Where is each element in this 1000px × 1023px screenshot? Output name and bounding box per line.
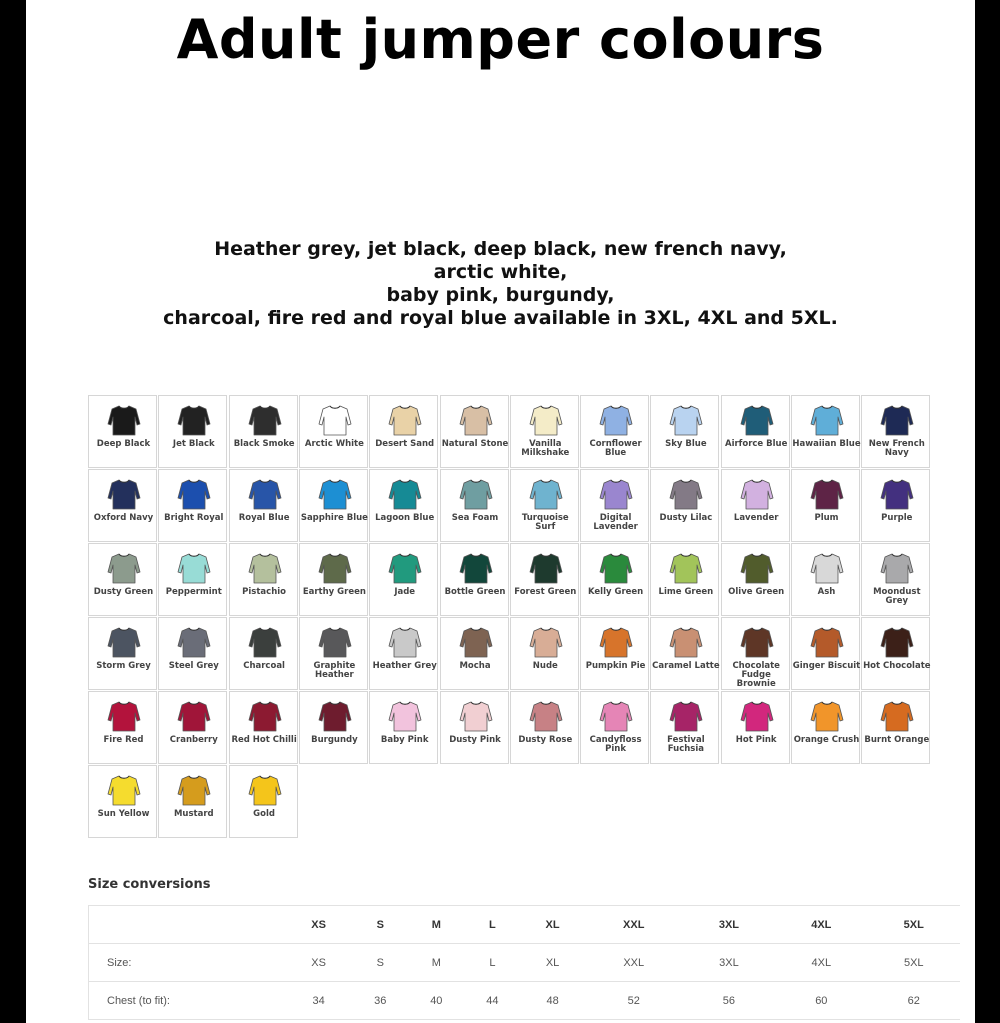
jumper-icon [106, 550, 142, 586]
size-header: XXL [585, 906, 683, 944]
jumper-icon [739, 402, 775, 438]
colour-name: Digital Lavender [593, 513, 638, 532]
table-cell: 40 [408, 982, 464, 1020]
colour-swatch [158, 691, 227, 764]
colour-name: Dusty Lilac [659, 513, 713, 523]
colour-name: Storm Grey [96, 661, 151, 671]
colour-name: Burnt Orange [864, 735, 930, 745]
table-cell: XS [285, 944, 352, 982]
jumper-icon [879, 402, 915, 438]
colour-name: Caramel Latte [652, 661, 720, 671]
jumper-icon [598, 402, 634, 438]
row-label: Chest (to fit): [89, 982, 286, 1020]
colour-swatch [721, 395, 790, 468]
jumper-icon [176, 624, 212, 660]
colour-swatch [229, 765, 298, 838]
colour-swatch [791, 395, 860, 468]
colour-swatch [580, 469, 649, 542]
jumper-icon [879, 624, 915, 660]
jumper-icon [879, 550, 915, 586]
colour-swatch [791, 617, 860, 690]
table-cell: 4XL [775, 944, 867, 982]
colour-name: Olive Green [728, 587, 785, 597]
colour-swatch [299, 691, 368, 764]
availability-line: Heather grey, jet black, deep black, new french navy, [214, 238, 787, 260]
jumper-icon [598, 550, 634, 586]
table-cell: 56 [683, 982, 775, 1020]
colour-swatch [88, 469, 157, 542]
jumper-icon [528, 550, 564, 586]
page-title: Adult jumper colours [176, 8, 825, 71]
jumper-icon [809, 476, 845, 512]
colour-name: Pumpkin Pie [585, 661, 646, 671]
colour-name: Black Smoke [233, 439, 295, 449]
colour-swatch [440, 543, 509, 616]
jumper-icon [739, 698, 775, 734]
colour-swatch [299, 395, 368, 468]
colour-swatch [861, 617, 930, 690]
table-cell: 44 [464, 982, 520, 1020]
table-cell: 5XL [868, 944, 960, 982]
colour-swatch [229, 395, 298, 468]
table-header-blank [89, 906, 286, 944]
colour-name: Lime Green [658, 587, 714, 597]
colour-swatch [88, 691, 157, 764]
colour-name: Cornflower Blue [589, 439, 642, 458]
jumper-icon [106, 772, 142, 808]
jumper-icon [106, 402, 142, 438]
colour-swatch [791, 543, 860, 616]
colour-name: Moondust Grey [873, 587, 921, 606]
size-header: 3XL [683, 906, 775, 944]
colour-name: Peppermint [165, 587, 222, 597]
jumper-icon [528, 698, 564, 734]
colour-swatch [650, 469, 719, 542]
colour-swatch [580, 691, 649, 764]
jumper-icon [106, 698, 142, 734]
colour-swatch [369, 617, 438, 690]
table-cell: 34 [285, 982, 352, 1020]
colour-name: Jet Black [172, 439, 215, 449]
colour-swatch [369, 691, 438, 764]
colour-name: Sun Yellow [97, 809, 150, 819]
table-cell: XL [520, 944, 584, 982]
row-label: Size: [89, 944, 286, 982]
colour-swatch [861, 469, 930, 542]
colour-swatch [650, 691, 719, 764]
colour-swatch-grid [88, 395, 932, 852]
jumper-icon [176, 402, 212, 438]
colour-name: Turquoise Surf [521, 513, 569, 532]
colour-swatch [88, 765, 157, 838]
colour-name: Forest Green [514, 587, 577, 597]
jumper-icon [176, 476, 212, 512]
colour-name: Ash [817, 587, 836, 597]
jumper-icon [598, 698, 634, 734]
jumper-icon [176, 698, 212, 734]
colour-name: Kelly Green [587, 587, 644, 597]
colour-swatch [158, 395, 227, 468]
page [26, 0, 975, 1023]
size-header: 4XL [775, 906, 867, 944]
colour-swatch [158, 469, 227, 542]
colour-swatch [510, 395, 579, 468]
colour-swatch [580, 617, 649, 690]
colour-swatch [158, 543, 227, 616]
jumper-icon [317, 476, 353, 512]
colour-swatch [791, 691, 860, 764]
table-row [89, 944, 961, 982]
jumper-icon [317, 624, 353, 660]
colour-swatch [229, 469, 298, 542]
colour-name: Cranberry [169, 735, 218, 745]
colour-name: Desert Sand [375, 439, 435, 449]
jumper-icon [106, 624, 142, 660]
colour-name: Nude [532, 661, 558, 671]
availability-line: arctic white, [433, 261, 568, 283]
jumper-icon [739, 550, 775, 586]
jumper-icon [387, 402, 423, 438]
table-cell: XXL [585, 944, 683, 982]
colour-name: Bright Royal [164, 513, 224, 523]
jumper-icon [809, 624, 845, 660]
table-row [89, 982, 961, 1020]
colour-name: Earthy Green [302, 587, 366, 597]
jumper-icon [739, 476, 775, 512]
colour-swatch [721, 469, 790, 542]
colour-name: Purple [881, 513, 913, 523]
colour-name: Red Hot Chilli [231, 735, 297, 745]
colour-swatch [299, 617, 368, 690]
colour-swatch [158, 617, 227, 690]
colour-name: Steel Grey [168, 661, 219, 671]
jumper-icon [668, 402, 704, 438]
size-header: XL [520, 906, 584, 944]
colour-swatch [88, 395, 157, 468]
colour-swatch [229, 691, 298, 764]
colour-swatch [299, 543, 368, 616]
jumper-icon [528, 402, 564, 438]
jumper-icon [387, 476, 423, 512]
colour-swatch [440, 395, 509, 468]
colour-name: Ginger Biscuit [792, 661, 861, 671]
colour-swatch [299, 469, 368, 542]
colour-name: Arctic White [304, 439, 364, 449]
colour-name: Lavender [733, 513, 779, 523]
table-cell: S [352, 944, 408, 982]
colour-swatch [158, 765, 227, 838]
colour-swatch [580, 395, 649, 468]
size-header: 5XL [868, 906, 960, 944]
colour-swatch [721, 543, 790, 616]
colour-swatch [510, 617, 579, 690]
jumper-icon [247, 402, 283, 438]
jumper-icon [809, 698, 845, 734]
colour-name: Gold [253, 809, 275, 819]
table-cell: 60 [775, 982, 867, 1020]
colour-name: Jade [394, 587, 416, 597]
colour-name: Natural Stone [441, 439, 509, 449]
jumper-icon [668, 624, 704, 660]
jumper-icon [387, 698, 423, 734]
colour-swatch [440, 469, 509, 542]
jumper-icon [598, 476, 634, 512]
colour-name: Orange Crush [793, 735, 860, 745]
colour-swatch [721, 691, 790, 764]
availability-line: charcoal, fire red and royal blue available in 3XL, 4XL and 5XL. [163, 307, 838, 329]
jumper-icon [247, 772, 283, 808]
jumper-icon [458, 698, 494, 734]
colour-swatch [88, 617, 157, 690]
colour-swatch [510, 469, 579, 542]
colour-swatch [510, 543, 579, 616]
colour-name: Royal Blue [238, 513, 290, 523]
colour-name: Hawaiian Blue [792, 439, 861, 449]
jumper-icon [879, 476, 915, 512]
jumper-icon [458, 402, 494, 438]
colour-swatch [369, 469, 438, 542]
colour-name: Mocha [459, 661, 491, 671]
colour-name: Baby Pink [380, 735, 429, 745]
table-cell: M [408, 944, 464, 982]
colour-name: Festival Fuchsia [667, 735, 705, 754]
colour-swatch [88, 543, 157, 616]
colour-name: Bottle Green [444, 587, 506, 597]
table-cell: 52 [585, 982, 683, 1020]
jumper-icon [458, 476, 494, 512]
colour-swatch [440, 617, 509, 690]
colour-swatch [580, 543, 649, 616]
jumper-icon [458, 624, 494, 660]
colour-name: Graphite Heather [313, 661, 356, 680]
colour-swatch [440, 691, 509, 764]
jumper-icon [668, 698, 704, 734]
colour-name: Plum [814, 513, 839, 523]
jumper-icon [387, 550, 423, 586]
jumper-icon [879, 698, 915, 734]
table-cell: 36 [352, 982, 408, 1020]
jumper-icon [317, 402, 353, 438]
jumper-icon [247, 476, 283, 512]
colour-swatch [510, 691, 579, 764]
table-cell: 48 [520, 982, 584, 1020]
jumper-icon [598, 624, 634, 660]
size-header: M [408, 906, 464, 944]
colour-name: Oxford Navy [93, 513, 154, 523]
availability-line: baby pink, burgundy, [386, 284, 615, 306]
jumper-icon [668, 550, 704, 586]
table-header-row [89, 906, 961, 944]
colour-swatch [791, 469, 860, 542]
size-header: S [352, 906, 408, 944]
colour-name: Chocolate Fudge Brownie [732, 661, 780, 689]
jumper-icon [528, 476, 564, 512]
colour-name: Mustard [173, 809, 214, 819]
jumper-icon [809, 402, 845, 438]
size-conversions-heading: Size conversions [88, 877, 211, 892]
colour-name: Burgundy [311, 735, 358, 745]
colour-name: Deep Black [96, 439, 151, 449]
availability-note [26, 238, 975, 330]
jumper-icon [247, 550, 283, 586]
colour-swatch [650, 395, 719, 468]
colour-name: Sea Foam [451, 513, 499, 523]
colour-name: Sky Blue [665, 439, 707, 449]
table-cell: 62 [868, 982, 960, 1020]
colour-name: Dusty Pink [449, 735, 501, 745]
colour-swatch [861, 543, 930, 616]
jumper-icon [176, 772, 212, 808]
jumper-icon [317, 550, 353, 586]
colour-name: New French Navy [868, 439, 925, 458]
colour-swatch [229, 543, 298, 616]
jumper-icon [387, 624, 423, 660]
colour-name: Dusty Rose [518, 735, 573, 745]
colour-name: Charcoal [243, 661, 285, 671]
jumper-icon [528, 624, 564, 660]
colour-name: Vanilla Milkshake [521, 439, 570, 458]
jumper-icon [176, 550, 212, 586]
jumper-icon [809, 550, 845, 586]
colour-swatch [861, 395, 930, 468]
colour-name: Fire Red [103, 735, 144, 745]
colour-swatch [650, 543, 719, 616]
colour-swatch [369, 543, 438, 616]
colour-name: Hot Chocolate [863, 661, 931, 671]
jumper-icon [247, 698, 283, 734]
colour-name: Candyfloss Pink [589, 735, 642, 754]
jumper-icon [739, 624, 775, 660]
colour-swatch [369, 395, 438, 468]
size-header: L [464, 906, 520, 944]
colour-name: Dusty Green [93, 587, 154, 597]
colour-name: Heather Grey [372, 661, 437, 671]
table-cell: 3XL [683, 944, 775, 982]
table-cell: L [464, 944, 520, 982]
jumper-icon [458, 550, 494, 586]
colour-name: Pistachio [242, 587, 287, 597]
size-header: XS [285, 906, 352, 944]
jumper-icon [317, 698, 353, 734]
colour-swatch [650, 617, 719, 690]
colour-name: Airforce Blue [724, 439, 788, 449]
colour-swatch [721, 617, 790, 690]
colour-name: Hot Pink [735, 735, 777, 745]
jumper-icon [247, 624, 283, 660]
size-conversion-table [88, 905, 960, 1020]
colour-name: Lagoon Blue [375, 513, 435, 523]
colour-swatch [229, 617, 298, 690]
colour-name: Sapphire Blue [300, 513, 368, 523]
jumper-icon [668, 476, 704, 512]
jumper-icon [106, 476, 142, 512]
colour-swatch [861, 691, 930, 764]
